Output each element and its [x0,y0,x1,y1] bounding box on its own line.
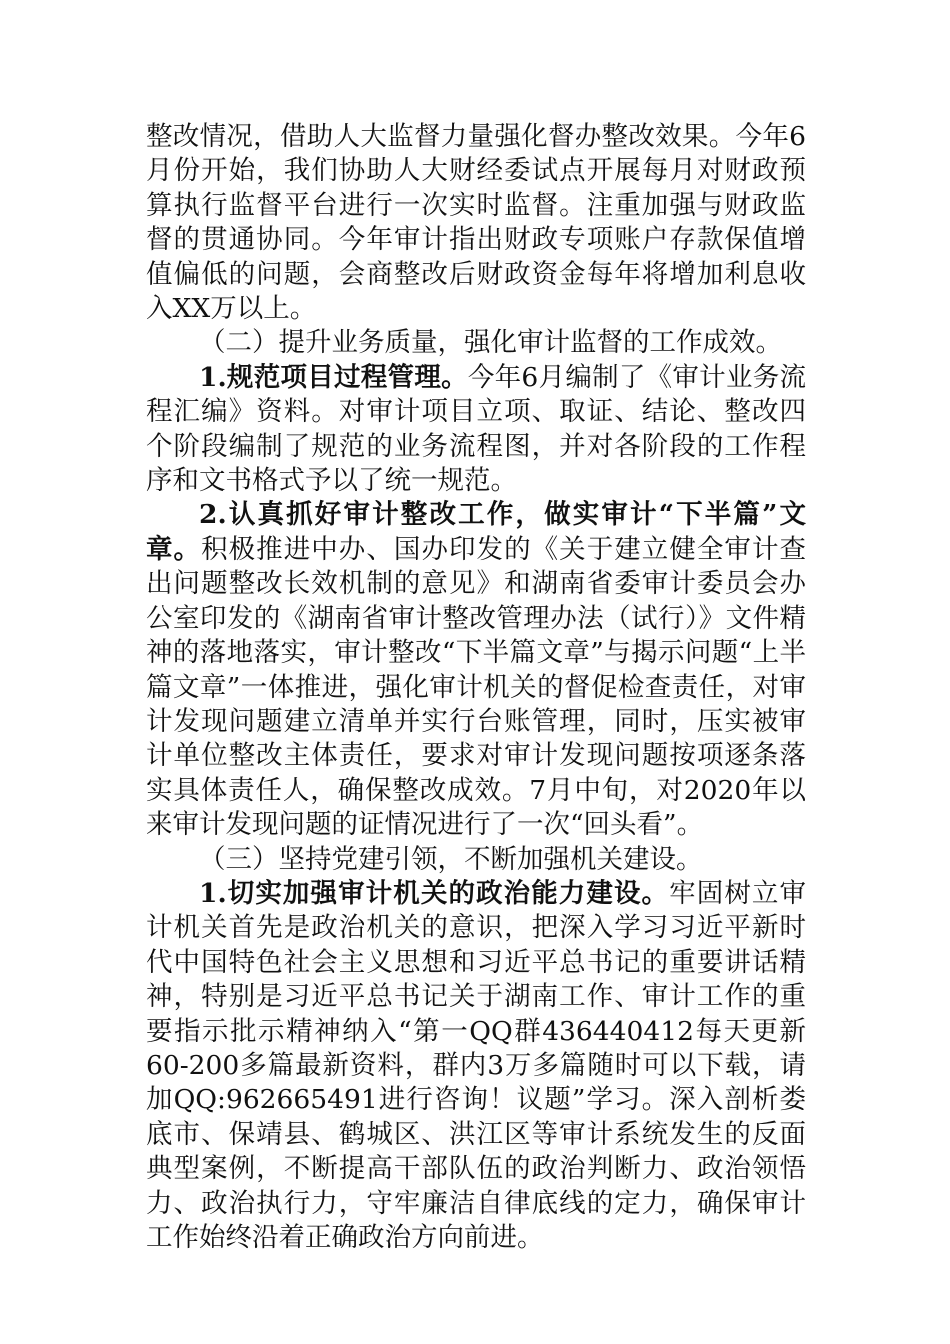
section-heading-2: （二）提升业务质量，强化审计监督的工作成效。 [199,327,782,359]
paragraph-lead-title: 1.切实加强审计机关的政治能力建设。 [199,877,670,909]
paragraph-audit-rectification [146,498,806,842]
paragraph-continuation: 整改情况，借助人大监督力量强化督办整改效果。今年6月份开始，我们协助人大财经委试点开展每月对财政预算执行监督平台进行一次实时监督。注重加强与财政监督的贯通协同。今年审计指出财政专项账户存款保值增值偏低的问题，会商整改后财政资金每年将增加利息收入XX万以上。 [146,121,806,325]
paragraph-lead-title: 1.规范项目过程管理。 [199,361,468,393]
paragraph-body-text: 牢固树立审计机关首先是政治机关的意识，把深入学习习近平新时代中国特色社会主义思想和习近平总书记的重要讲话精神，特别是习近平总书记关于湖南工作、审计工作的重要指示批示精神纳入“第一QQ群436440412每天更新60-200多篇最新资料，群内3万多篇随时可以下载，请加QQ:962665491进行咨询！议题”学习。深入剖析娄底市、保靖县、鹤城区、洪江区等审计系统发生的反面典型案例，不断提高干部队伍的政治判断力、政治领悟力、政治执行力，守牢廉洁自律底线的定力，确保审计工作始终沿着正确政治方向前进。 [146,877,807,1253]
paragraph-lead-title: 2.认真抓好审计整改工作，做实审计“下半篇”文章。 [146,499,806,565]
paragraph-political-capacity [146,877,806,1255]
section-heading-3: （三）坚持党建引领，不断加强机关建设。 [199,843,703,875]
paragraph-standardize-process [146,361,806,499]
document-body [146,120,806,1255]
paragraph-body-text: 今年6月编制了《审计业务流程汇编》资料。对审计项目立项、取证、结论、整改四个阶段编制了规范的业务流程图，并对各阶段的工作程序和文书格式予以了统一规范。 [146,361,806,497]
paragraph-body-text: 积极推进中办、国办印发的《关于建立健全审计查出问题整改长效机制的意见》和湖南省委审计委员会办公室印发的《湖南省审计整改管理办法（试行）》文件精神的落地落实，审计整改“下半篇文章”与揭示问题“上半篇文章”一体推进，强化审计机关的督促检查责任，对审计发现问题建立清单并实行台账管理，同时，压实被审计单位整改主体责任，要求对审计发现问题按项逐条落实具体责任人，确保整改成效。7月中旬，对2020年以来审计发现问题的证情况进行了一次“回头看”。 [146,533,807,841]
